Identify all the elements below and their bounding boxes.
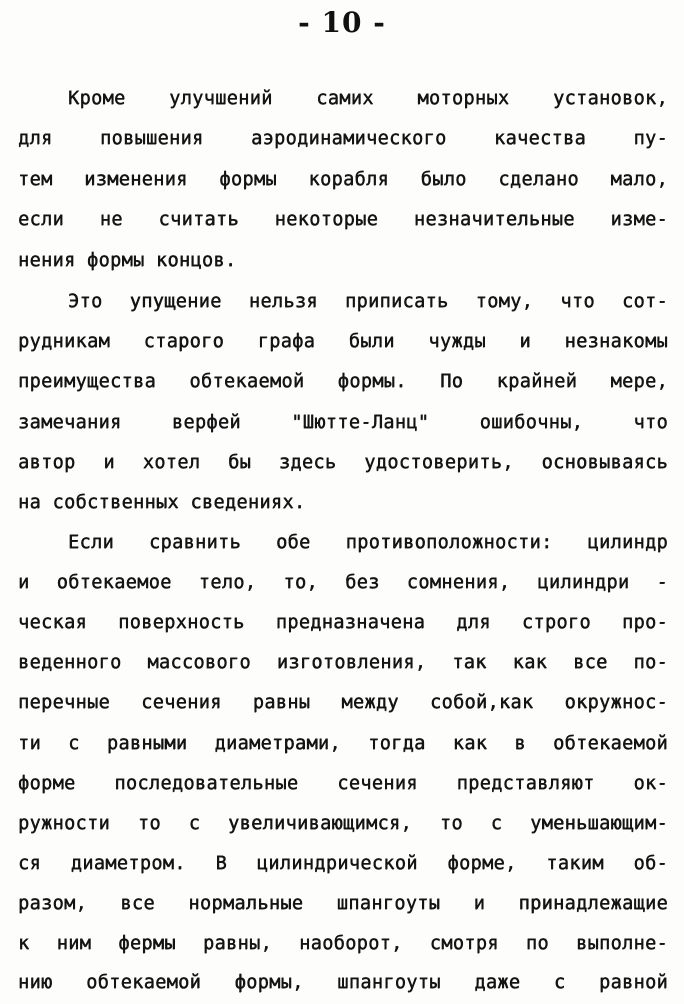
text-line: веденного массового изготовления, так как все по-	[18, 652, 668, 673]
text-line: Кроме улучшений самих моторных установок,	[68, 88, 668, 109]
text-line: тем изменения формы корабля было сделано мало,	[18, 169, 668, 190]
text-line: замечания верфей "Шютте-Ланц" ошибочны, что	[18, 412, 668, 433]
text-line: Это упущение нельзя приписать тому, что сот-	[68, 291, 668, 312]
text-line: ти с равными диаметрами, тогда как в обтекаемой	[18, 733, 668, 754]
text-line: автор и хотел бы здесь удостоверить, основываясь	[18, 452, 668, 473]
text-line: преимущества обтекаемой формы. По крайней мере,	[18, 371, 668, 392]
text-line: разом, все нормальные шпангоуты и принадлежащие	[18, 893, 668, 914]
text-line: ческая поверхность предназначена для строго про-	[18, 612, 668, 633]
text-line: на собственных сведениях.	[18, 492, 306, 513]
text-line: ся диаметром. В цилиндрической форме, таким об-	[18, 853, 668, 874]
text-line: для повышения аэродинамического качества пу-	[18, 128, 668, 149]
text-line: если не считать некоторые незначительные изме-	[18, 209, 668, 230]
page-number: - 10 -	[298, 6, 386, 39]
text-line: к ним фермы равны, наоборот, смотря по выполне-	[18, 933, 668, 954]
text-line: перечные сечения равны между собой,как окружнос-	[18, 692, 668, 713]
text-line: Если сравнить обе противоположности: цилиндр	[68, 532, 668, 553]
text-line: рудникам старого графа были чужды и незнакомы	[18, 331, 668, 352]
text-line: ружности то с увеличивающимся, то с уменьшающим-	[18, 813, 668, 834]
text-line: нию обтекаемой формы, шпангоуты даже с равной	[18, 972, 668, 993]
text-line: и обтекаемое тело, то, без сомнения, цилиндри -	[18, 572, 668, 593]
text-line: нения формы концов.	[18, 250, 237, 271]
text-line: форме последовательные сечения представляют ок-	[18, 773, 668, 794]
